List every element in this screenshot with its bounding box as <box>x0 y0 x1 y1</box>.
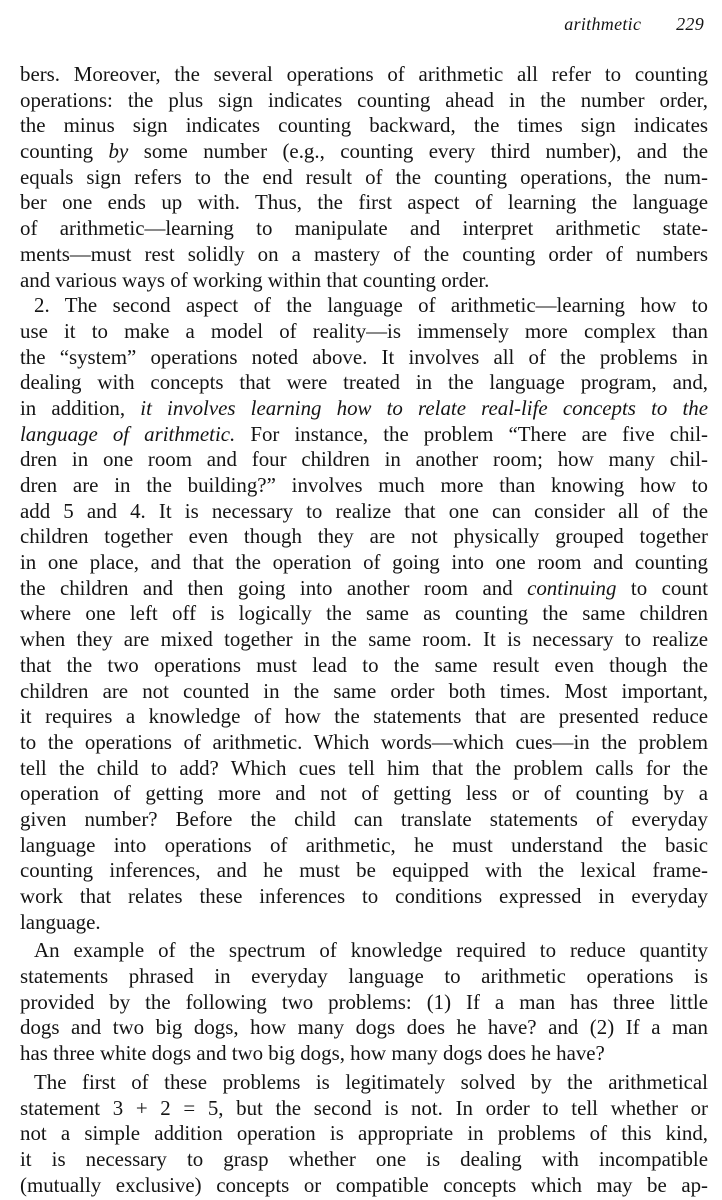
text-line: children are not counted in the same order both times. Most important, <box>20 678 708 703</box>
paragraph <box>20 1070 708 1198</box>
text-line: the children and then going into another room and continuing to count <box>20 575 709 600</box>
text-line: the “system” operations noted above. It involves all of the problems in <box>20 344 708 369</box>
text-line: provided by the following two problems: (1) If a man has three little <box>20 989 708 1014</box>
page-number: 229 <box>676 14 704 34</box>
text-line: statement 3 + 2 = 5, but the second is not. In order to tell whether or <box>20 1095 708 1120</box>
text-line: operation of getting more and not of getting less or of counting by a <box>20 781 708 806</box>
text-line: children together even though they are not physically grouped together <box>20 524 708 549</box>
text-line: of arithmetic—learning to manipulate and interpret arithmetic state- <box>20 216 708 241</box>
paragraph <box>20 293 708 935</box>
text-line: dogs and two big dogs, how many dogs does he have? and (2) If a man <box>20 1015 708 1040</box>
text-line: that the two operations must lead to the same result even though the <box>20 652 708 677</box>
text-line: equals sign refers to the end result of the counting operations, the num- <box>20 164 708 189</box>
text-line: tell the child to add? Which cues tell him that the problem calls for the <box>20 755 708 780</box>
text-line: has three white dogs and two big dogs, how many dogs does he have? <box>20 1041 605 1066</box>
text-line: add 5 and 4. It is necessary to realize that one can consider all of the <box>20 498 708 523</box>
text-line: and various ways of working within that counting order. <box>20 267 490 292</box>
text-line: the minus sign indicates counting backward, the times sign indicates <box>20 113 708 138</box>
text-line: it requires a knowledge of how the statements that are presented reduce <box>20 704 708 729</box>
text-line: given number? Before the child can translate statements of everyday <box>20 806 708 831</box>
text-line: dealing with concepts that were treated in the language program, and, <box>20 370 708 395</box>
text-line: to the operations of arithmetic. Which words—which cues—in the problem <box>20 729 708 754</box>
text-line: in addition, it involves learning how to relate real-life concepts to the <box>20 395 709 420</box>
text-line: bers. Moreover, the several operations of arithmetic all refer to counting <box>20 62 708 86</box>
text-line: when they are mixed together in the same room. It is necessary to realize <box>20 627 708 652</box>
text-line: language. <box>20 909 101 934</box>
text-line: language into operations of arithmetic, he must understand the basic <box>20 832 708 857</box>
text-line: use it to make a model of reality—is immensely more complex than <box>20 318 708 343</box>
paragraph <box>20 938 708 1066</box>
running-head <box>564 14 704 35</box>
text-line: The first of these problems is legitimately solved by the arithmetical <box>34 1069 708 1094</box>
paragraph <box>20 62 708 293</box>
text-line: ber one ends up with. Thus, the first aspect of learning the language <box>20 190 708 215</box>
text-line: it is necessary to grasp whether one is dealing with incompatible <box>20 1146 708 1171</box>
text-line: counting by some number (e.g., counting every third number), and the <box>20 139 708 164</box>
text-line: An example of the spectrum of knowledge required to reduce quantity <box>34 938 708 963</box>
text-line: counting inferences, and he must be equipped with the lexical frame- <box>20 858 708 883</box>
text-line: in one place, and that the operation of going into one room and counting <box>20 550 708 575</box>
text-line: work that relates these inferences to conditions expressed in everyday <box>20 884 708 908</box>
text-line: where one left off is logically the same as counting the same children <box>20 601 708 626</box>
text-line: statements phrased in everyday language to arithmetic operations is <box>20 964 708 989</box>
body-text <box>20 62 708 1198</box>
text-line: (mutually exclusive) concepts or compatible concepts which may be ap- <box>20 1172 708 1197</box>
text-line: dren in one room and four children in another room; how many chil- <box>20 447 708 472</box>
text-line: not a simple addition operation is appropriate in problems of this kind, <box>20 1121 708 1146</box>
text-line: 2. The second aspect of the language of arithmetic—learning how to <box>34 293 708 318</box>
text-line: ments—must rest solidly on a mastery of the counting order of numbers <box>20 241 708 266</box>
text-line: language of arithmetic. For instance, the problem “There are five chil- <box>20 421 708 446</box>
text-line: dren are in the building?” involves much more than knowing how to <box>20 473 708 497</box>
chapter-title: arithmetic <box>564 14 642 34</box>
text-line: operations: the plus sign indicates counting ahead in the number order, <box>20 87 708 112</box>
